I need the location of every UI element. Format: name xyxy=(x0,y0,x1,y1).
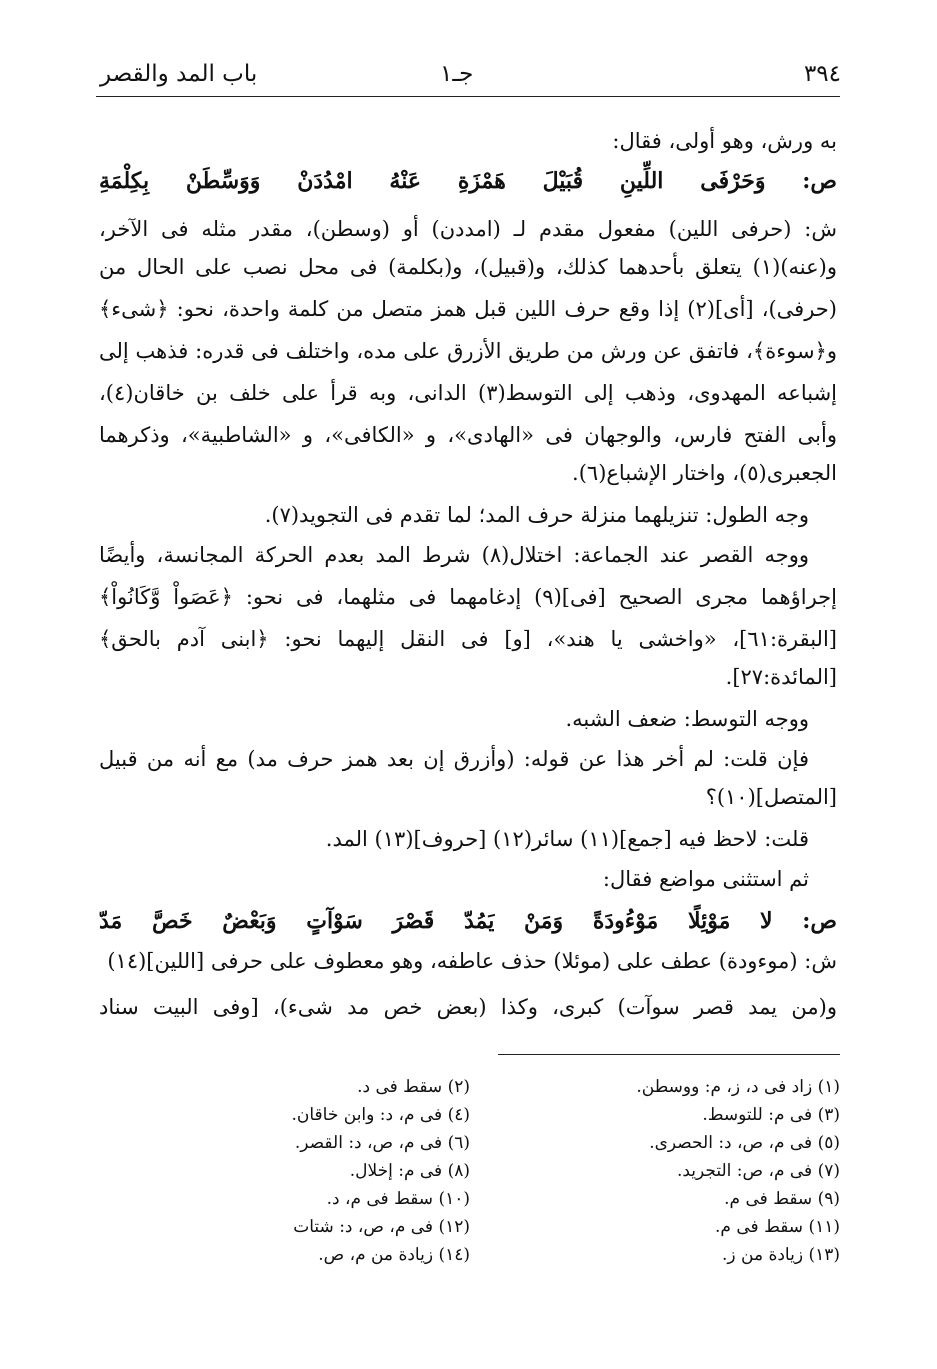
commentary-line: ش: (موءودة) عطف على (موئلا) حذف عاطفه، وهو معطوف على حرفى [اللين](١٤) xyxy=(107,949,837,973)
volume-label: جـ١ xyxy=(440,61,474,87)
text-line: به ورش، وهو أولى، فقال: xyxy=(612,129,837,153)
footnote-rule xyxy=(498,1054,840,1055)
text-line: و(من يمد قصر سوآت) كبرى، وكذا (بعض خص مد شىء)، [وفى البيت سناد xyxy=(99,995,837,1019)
text-line: ثم استثنى مواضع فقال: xyxy=(602,867,809,891)
text-line: فإن قلت: لم أخر هذا عن قوله: (وأزرق إن بعد همز حرف مد) مع أنه من قبيل xyxy=(99,747,809,771)
text-line: إشباعه المهدوى، وذهب إلى التوسط(٣) الدانى، وبه قرأ على خلف بن خاقان(٤)، xyxy=(99,381,837,405)
text-line: إجراؤهما مجرى الصحيح [فى](٩) إدغامهما فى مثلهما، فى نحو: ﴿عَصَواْ وَّكَانُواْ﴾ xyxy=(99,585,837,609)
text-line: ووجه القصر عند الجماعة: اختلال(٨) شرط المد بعدم الحركة المجانسة، وأيضًا xyxy=(99,543,809,567)
text-line: [المائدة:٢٧]. xyxy=(725,665,837,689)
footnote: (٥) فى م، ص، د: الحصرى. xyxy=(649,1133,840,1153)
footnote: (١٣) زيادة من ز. xyxy=(721,1245,840,1265)
text-line: و﴿سوءة﴾، فاتفق عن ورش من طريق الأزرق على مده، واختلف فى قدره: فذهب إلى xyxy=(99,339,837,363)
text-line: وأبى الفتح فارس، والوجهان فى «الهادى»، و «الكافى»، و «الشاطبية»، وذكرهما xyxy=(99,423,837,447)
text-line: قلت: لاحظ فيه [جمع](١١) سائر(١٢) [حروف](١٣) المد. xyxy=(325,827,809,851)
text-line: [البقرة:٦١]، «واخشى يا هند»، [و] فى النقل إليهما نحو: ﴿ابنى آدم بالحق﴾ xyxy=(99,627,837,651)
text-line: ووجه التوسط: ضعف الشبه. xyxy=(565,707,809,731)
verse-line: ص: وَحَرْفَى اللِّينِ قُبَيْلَ هَمْزَةِ عَنْهُ امْدُدَنْ وَوَسِّطَنْ بِكِلْمَةِ xyxy=(99,168,837,194)
footnote: (١٢) فى م، ص، د: شتات xyxy=(293,1217,470,1237)
footnote: (١٠) سقط فى م، د. xyxy=(326,1189,470,1209)
footnote: (١٤) زيادة من م، ص. xyxy=(318,1245,470,1265)
footnote: (٣) فى م: للتوسط. xyxy=(702,1105,840,1125)
footnote: (٧) فى م، ص: التجريد. xyxy=(676,1161,840,1181)
footnote: (٤) فى م، د: وابن خاقان. xyxy=(291,1105,470,1125)
footnote: (١١) سقط فى م. xyxy=(715,1217,840,1237)
header-rule xyxy=(96,96,840,97)
text-line: [المتصل](١٠)؟ xyxy=(705,785,837,809)
footnote: (٦) فى م، ص، د: القصر. xyxy=(294,1133,470,1153)
footnote: (٢) سقط فى د. xyxy=(357,1077,470,1097)
chapter-title: باب المد والقصر xyxy=(100,61,258,87)
text-line: وجه الطول: تنزيلهما منزلة حرف المد؛ لما تقدم فى التجويد(٧). xyxy=(264,503,809,527)
text-line: (حرفى)، [أى](٢) إذا وقع حرف اللين قبل همز متصل من كلمة واحدة، نحو: ﴿شىء﴾ xyxy=(99,297,837,321)
commentary-line: ش: (حرفى اللين) مفعول مقدم لـ (امددن) أو (وسطن)، مقدر مثله فى الآخر، xyxy=(99,217,837,241)
verse-line: ص: لا مَوْئِلًا مَوْءُودَةً وَمَنْ يَمُدّ قَصْرَ سَوْآتٍ وَبَعْضٌ خَصَّ مَدّ xyxy=(99,908,837,934)
text-line: و(عنه)(١) يتعلق بأحدهما كذلك، و(قبيل)، و(بكلمة) فى محل نصب على الحال من xyxy=(99,255,837,279)
footnote: (١) زاد فى د، ز، م: ووسطن. xyxy=(636,1077,840,1097)
footnote: (٨) فى م: إخلال. xyxy=(349,1161,470,1181)
footnote: (٩) سقط فى م. xyxy=(724,1189,840,1209)
text-line: الجعبرى(٥)، واختار الإشباع(٦). xyxy=(572,461,837,485)
page-number: ٣٩٤ xyxy=(803,61,841,87)
